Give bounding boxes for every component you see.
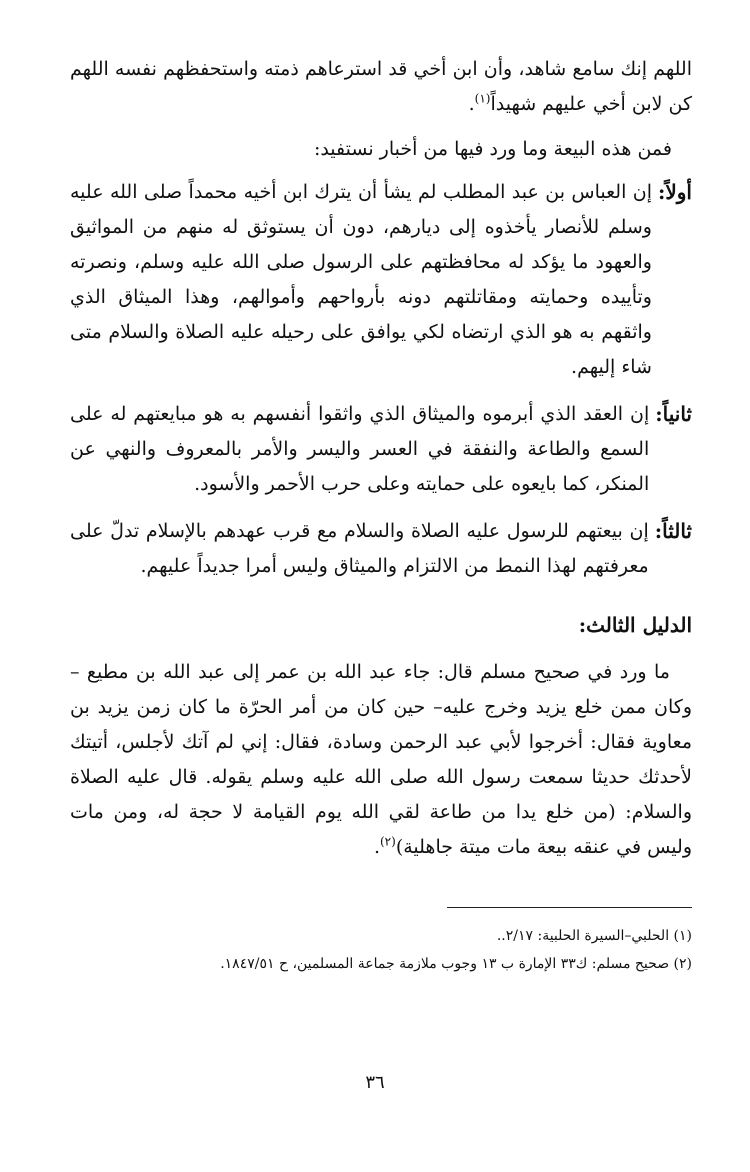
opening-paragraph: اللهم إنك سامع شاهد، وأن ابن أخي قد استرعاهم ذمته واستحفظهم نفسه اللهم كن لابن أخي عليهم شهيداً$^{(١)}$.	[70, 58, 692, 115]
point-first	[70, 175, 692, 385]
footnote-separator	[447, 907, 692, 908]
intro-line: فمن هذه البيعة وما ورد فيها من أخبار نستفيد:	[313, 138, 672, 160]
point-label: أولاً:	[657, 180, 692, 204]
point-text: إن العباس بن عبد المطلب لم يشأ أن يترك ابن أخيه محمداً صلى الله عليه وسلم للأنصار يأخذوه إلى ديارهم، دون أن يستوثق له منهم من المواثيق والعهود ما يؤكد له محافظتهم على الرسول صلى الله عليه وسلم، ونصرته وتأييده وحمايته ومقاتلتهم دونه بأرواحهم وأموالهم، وهذا الميثاق الذي واثقهم به هو الذي ارتضاه لكي يوافق على رحيله عليه الصلاة والسلام متى شاء إليهم.	[70, 181, 652, 378]
footnote-ref-2: (٢)	[379, 834, 396, 849]
point-text: إن العقد الذي أبرموه والميثاق الذي واثقوا أنفسهم به هو مبايعتهم له على السمع والطاعة والنفقة في العسر واليسر والأمر بالمعروف والنهي عن المنكر، كما بايعوه على حمايته وعلى حرب الأحمر والأسود.	[70, 403, 650, 495]
point-third	[70, 514, 692, 584]
point-label: ثانياً:	[655, 402, 692, 426]
evidence-text: ما ورد في صحيح مسلم قال: جاء عبد الله بن عمر إلى عبد الله بن مطيع –وكان ممن خلع يزيد وخرج عليه– حين كان من أمر الحرّة ما كان زمن يزيد بن معاوية فقال: أخرجوا لأبي عبد الرحمن وسادة، فقال: إني لم آتك لأجلس، أتيتك لأحدثك حديثا سمعت رسول الله صلى الله عليه وسلم يقوله. قال عليه الصلاة والسلام: (من خلع يدا من طاعة لقي الله يوم القيامة لا حجة له، ومن مات وليس في عنقه بيعة مات ميتة جاهلية)	[70, 661, 692, 858]
footnote-separator-wrap	[70, 865, 692, 922]
page-number: ٣٦	[365, 1072, 385, 1093]
point-text: إن بيعتهم للرسول عليه الصلاة والسلام مع قرب عهدهم بالإسلام تدلّ على معرفتهم لهذا النمط من الالتزام والميثاق وليس أمرا جديداً عليهم.	[70, 520, 649, 577]
opening-text: اللهم إنك سامع شاهد، وأن ابن أخي قد استرعاهم ذمته واستحفظهم نفسه اللهم كن لابن أخي عليهم شهيداً	[70, 58, 692, 115]
evidence-paragraph: ما ورد في صحيح مسلم قال: جاء عبد الله بن عمر إلى عبد الله بن مطيع –وكان ممن خلع يزيد وخرج عليه– حين كان من أمر الحرّة ما كان زمن يزيد بن معاوية فقال: أخرجوا لأبي عبد الرحمن وسادة، فقال: إني لم آتك لأجلس، أتيتك لأحدثك حديثا سمعت رسول الله صلى الله عليه وسلم يقوله. قال عليه الصلاة والسلام: (من خلع يدا من طاعة لقي الله يوم القيامة لا حجة له، ومن مات وليس في عنقه بيعة مات ميتة جاهلية)$^{(٢)}$.	[70, 661, 692, 858]
footnote-2: (٢) صحيح مسلم: ك٣٣ الإمارة ب ١٣ وجوب ملازمة جماعة المسلمين، ح ١٨٤٧/٥١.	[220, 956, 692, 972]
point-second	[70, 397, 692, 502]
footnote-ref-1: (١)	[474, 91, 491, 106]
section-heading: الدليل الثالث:	[578, 613, 692, 637]
point-label: ثالثاً:	[654, 519, 692, 543]
page-body	[70, 52, 692, 978]
footnote-1: (١) الحلبي–السيرة الحلبية: ٢/١٧..	[496, 928, 692, 944]
